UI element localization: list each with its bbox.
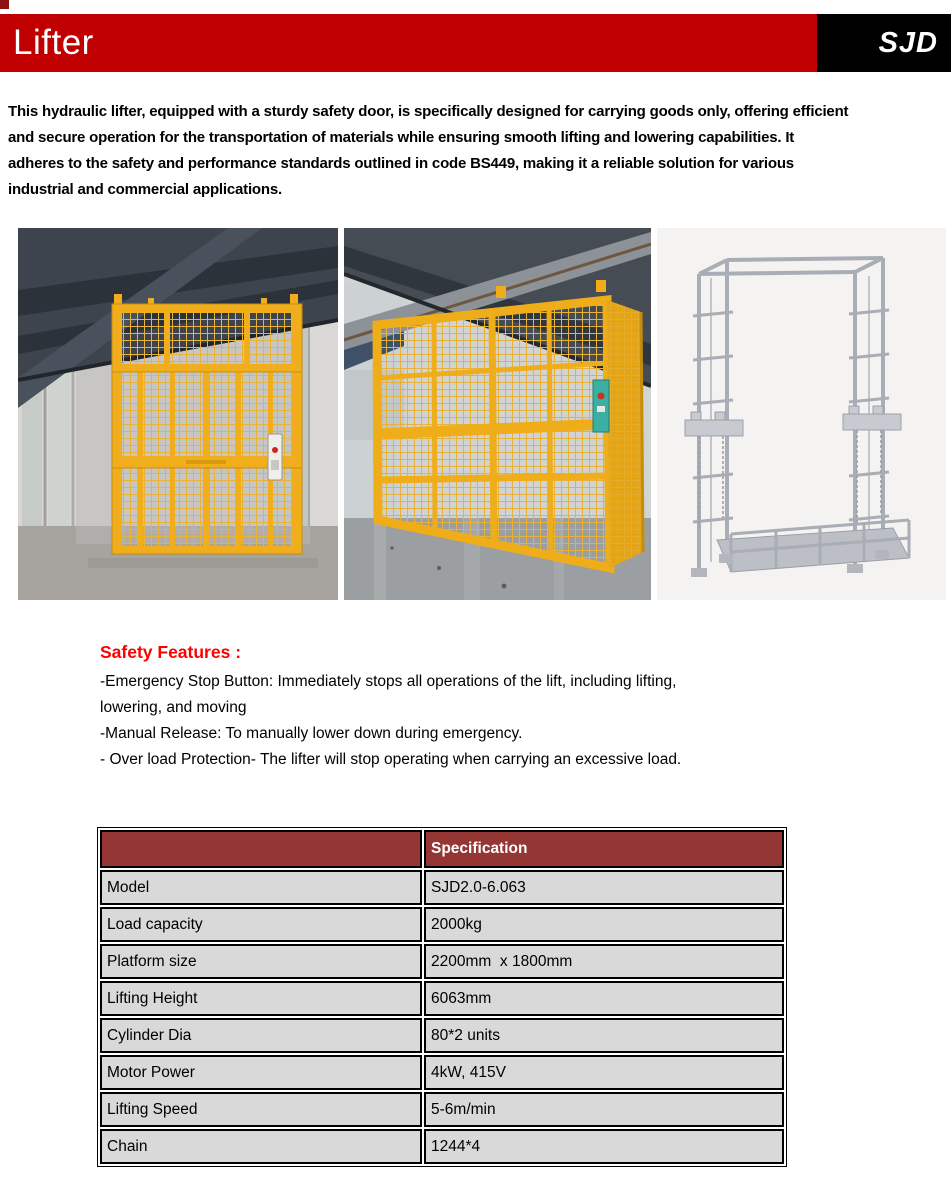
cage-lifter-angle-illustration (344, 228, 651, 600)
title-bar (0, 14, 951, 72)
spec-value: 2200mm x 1800mm (424, 944, 784, 979)
table-row (100, 907, 784, 942)
cage-lifter-front-illustration (18, 228, 338, 600)
spec-value: 1244*4 (424, 1129, 784, 1164)
safety-features-heading: Safety Features : (100, 642, 242, 662)
spec-header-label: Specification (424, 830, 784, 868)
spec-label: Load capacity (100, 907, 422, 942)
table-row (100, 1092, 784, 1127)
spec-value: SJD2.0-6.063 (424, 870, 784, 905)
safety-feature-manual-release: -Manual Release: To manually lower down during emergency. (100, 725, 523, 742)
spec-header-empty-cell (100, 830, 422, 868)
spec-label: Model (100, 870, 422, 905)
spec-value: 4kW, 415V (424, 1055, 784, 1090)
title-bar-red-band (0, 14, 817, 72)
safety-features-section (100, 642, 682, 773)
table-row (100, 981, 784, 1016)
spec-label: Lifting Speed (100, 1092, 422, 1127)
spec-label: Motor Power (100, 1055, 422, 1090)
spec-label: Platform size (100, 944, 422, 979)
corner-chip (0, 0, 9, 9)
table-row (100, 870, 784, 905)
title-bar-black-band (817, 14, 951, 72)
specification-table (97, 827, 787, 1167)
product-photo-angle (344, 228, 651, 600)
table-header-row (100, 830, 784, 868)
table-row (100, 1055, 784, 1090)
spec-label: Lifting Height (100, 981, 422, 1016)
table-row (100, 1018, 784, 1053)
spec-value: 2000kg (424, 907, 784, 942)
intro-paragraph: This hydraulic lifter, equipped with a sturdy safety door, is specifically designed for carrying goods only, offering efficient and secure operation for the transportation of materials while ensuring smooth lifting and lowering capabilities. It adheres to the safety and performance standards outlined in code BS449, making it a reliable solution for various industrial and commercial applications. (8, 103, 849, 198)
spec-label: Cylinder Dia (100, 1018, 422, 1053)
product-render (657, 228, 946, 600)
guide-rail-lift-illustration (657, 228, 946, 600)
product-photo-front (18, 228, 338, 600)
spec-value: 5-6m/min (424, 1092, 784, 1127)
safety-feature-emergency-stop: -Emergency Stop Button: Immediately stops all operations of the lift, including lifting, lowering, and moving (100, 673, 677, 716)
spec-value: 6063mm (424, 981, 784, 1016)
page-title: Lifter (13, 23, 94, 62)
spec-label: Chain (100, 1129, 422, 1164)
safety-feature-overload-protection: - Over load Protection- The lifter will stop operating when carrying an excessive load. (100, 751, 682, 768)
table-row (100, 1129, 784, 1164)
table-row (100, 944, 784, 979)
brand-logo: SJD (878, 26, 938, 59)
spec-value: 80*2 units (424, 1018, 784, 1053)
